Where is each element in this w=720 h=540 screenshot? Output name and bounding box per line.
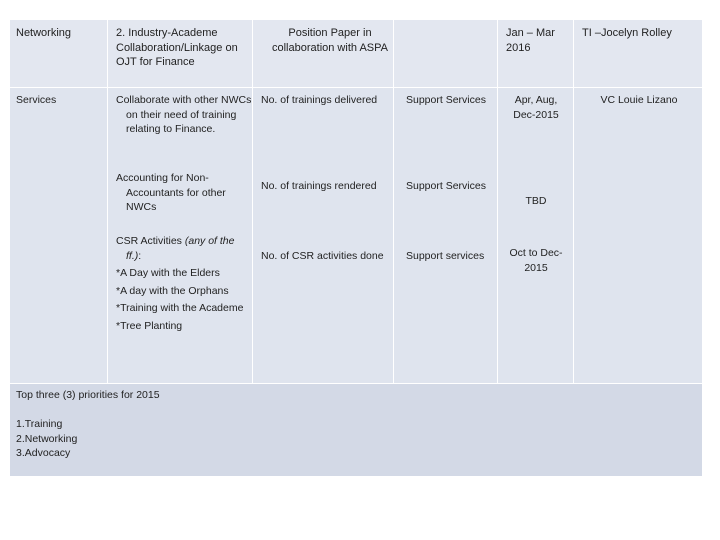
csr-list-item: *A day with the Orphans	[116, 284, 229, 297]
priority-item: 1.Training	[16, 418, 63, 430]
csr-list-item: *Training with the Academe	[116, 302, 244, 314]
r2-item2-support: Support Services	[406, 180, 486, 192]
r1-responsible-text: TI –Jocelyn Rolley	[582, 27, 672, 39]
csr-lead: CSR Activities	[116, 235, 185, 247]
csr-list-item: *A Day with the Elders	[116, 267, 220, 279]
r1-category-text: Networking	[16, 27, 72, 39]
r2-item3-indicator: No. of CSR activities done	[261, 250, 384, 262]
r2-responsible-text: VC Louie Lizano	[600, 94, 678, 106]
cell-r1-support	[394, 20, 498, 88]
r2-item2-initiative: Accounting for Non-Accountants for other NWCs	[116, 172, 226, 213]
csr-heading	[116, 234, 250, 263]
r2-item1-indicator: No. of trainings delivered	[261, 94, 378, 106]
r2-item2-timeline: TBD	[525, 195, 547, 207]
r2-item1-timeline: Apr, Aug, Dec-2015	[513, 94, 559, 121]
r2-item2-indicator: No. of trainings rendered	[261, 180, 377, 192]
priority-item: 3.Advocacy	[16, 447, 71, 459]
csr-colon: :	[138, 249, 142, 262]
csr-note: (any of the ff.)	[126, 235, 235, 262]
r2-item3-initiative	[116, 234, 250, 333]
cell-r2-category	[10, 88, 108, 384]
priorities-heading: Top three (3) priorities for 2015	[16, 389, 160, 401]
r2-item3-support: Support services	[406, 250, 485, 262]
priority-item: 2.Networking	[16, 433, 78, 445]
csr-list-item: *Tree Planting	[116, 319, 183, 332]
r1-indicator-text: Position Paper in collaboration with ASPA	[272, 27, 388, 54]
cell-r2-support	[394, 88, 498, 384]
r2-item3-timeline: Oct to Dec-2015	[509, 247, 563, 274]
r2-item1-initiative: Collaborate with other NWCs on their need of training relating to Finance.	[116, 94, 252, 135]
r1-timeline-text: Jan – Mar 2016	[506, 27, 555, 54]
r2-category-text: Services	[16, 94, 57, 106]
r1-initiative-text: 2. Industry-Academe Collaboration/Linkage on OJT for Finance	[116, 27, 238, 68]
cell-r2-timeline	[498, 88, 574, 384]
cell-r2-responsible	[574, 88, 703, 384]
r2-item1-support: Support Services	[406, 94, 486, 106]
cell-r2-indicator	[253, 88, 394, 384]
